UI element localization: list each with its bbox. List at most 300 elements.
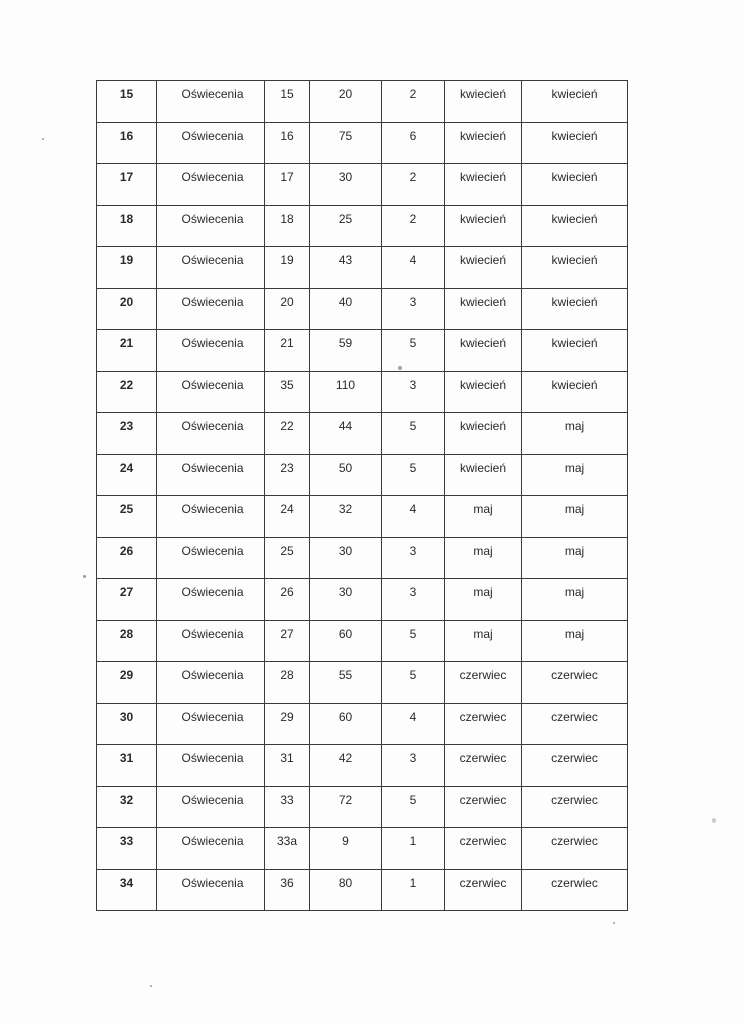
cell-count [310,164,382,206]
cell-col5 [382,288,445,330]
cell-month-2-text: czerwiec [551,751,598,765]
cell-lp [97,869,157,911]
cell-street [157,496,265,538]
cell-count [310,205,382,247]
cell-count [310,371,382,413]
cell-col5 [382,828,445,870]
cell-month-1-text: maj [473,585,493,599]
cell-building-number-text: 20 [280,294,294,309]
cell-month-2-text: kwiecień [551,377,598,392]
cell-building-number-text: 18 [280,211,294,226]
cell-month-1-text: czerwiec [459,668,507,682]
cell-month-2 [522,828,628,870]
cell-building-number-text: 23 [280,460,294,475]
cell-month-2-text: maj [564,543,585,558]
cell-col5 [382,247,445,289]
cell-count-text: 80 [338,875,353,890]
cell-col5 [382,869,445,911]
cell-col5-text: 3 [409,585,417,599]
cell-count [310,579,382,621]
cell-lp-text: 23 [119,419,134,433]
cell-month-2 [522,620,628,662]
cell-street [157,579,265,621]
cell-count [310,537,382,579]
cell-building-number-text: 27 [280,626,294,641]
cell-col5-text: 5 [409,668,417,682]
cell-count-text: 30 [338,585,353,599]
cell-street [157,288,265,330]
cell-month-2-text: kwiecień [551,170,598,184]
scan-speck [613,922,615,924]
cell-lp [97,371,157,413]
cell-col5 [382,662,445,704]
cell-col5 [382,703,445,745]
cell-col5-text: 3 [409,294,417,309]
cell-building-number [265,537,310,579]
cell-count-text: 72 [338,792,353,807]
cell-month-2 [522,330,628,372]
cell-month-1 [445,247,522,289]
cell-count [310,496,382,538]
cell-count-text: 30 [338,543,353,558]
cell-street-text: Oświecenia [181,170,244,184]
cell-building-number [265,371,310,413]
cell-building-number [265,288,310,330]
cell-col5 [382,81,445,123]
cell-building-number-text: 26 [280,585,294,599]
table-row [97,164,628,206]
cell-lp-text: 28 [119,626,134,641]
table-row [97,537,628,579]
cell-month-2 [522,703,628,745]
table-row [97,122,628,164]
cell-building-number [265,164,310,206]
cell-count-text: 110 [335,377,356,392]
cell-lp-text: 34 [119,875,134,890]
cell-street-text: Oświecenia [181,709,244,724]
cell-street-text: Oświecenia [181,792,244,807]
cell-month-1 [445,122,522,164]
cell-month-1-text: kwiecień [459,170,507,184]
cell-month-1-text: kwiecień [459,460,507,475]
cell-month-1 [445,164,522,206]
cell-month-2 [522,537,628,579]
cell-count-text: 9 [342,834,349,848]
cell-count-text: 60 [338,626,353,641]
cell-street-text: Oświecenia [181,211,244,226]
cell-count-text: 75 [338,128,353,143]
cell-count [310,828,382,870]
table-row [97,330,628,372]
cell-lp [97,122,157,164]
cell-col5-text: 2 [409,87,417,101]
cell-lp [97,330,157,372]
cell-street-text: Oświecenia [181,543,244,558]
cell-month-2 [522,81,628,123]
cell-building-number-text: 15 [280,87,294,101]
cell-building-number [265,620,310,662]
cell-col5-text: 2 [409,211,417,226]
cell-col5 [382,164,445,206]
cell-count-text: 55 [338,668,353,682]
cell-lp [97,247,157,289]
cell-building-number-text: 29 [280,709,294,724]
table-row [97,413,628,455]
cell-month-2 [522,579,628,621]
cell-month-1-text: kwiecień [459,419,507,433]
cell-building-number-text: 35 [280,377,294,392]
table-row [97,828,628,870]
cell-col5 [382,537,445,579]
cell-count [310,122,382,164]
table-row [97,620,628,662]
table-row [97,869,628,911]
table-row [97,288,628,330]
cell-building-number [265,745,310,787]
cell-month-1 [445,413,522,455]
cell-count-text: 25 [338,211,353,226]
cell-month-1-text: czerwiec [459,834,507,848]
cell-month-2-text: kwiecień [551,336,598,350]
cell-col5-text: 4 [409,502,417,516]
cell-building-number-text: 36 [280,875,294,890]
cell-street-text: Oświecenia [181,626,244,641]
table-row [97,579,628,621]
cell-col5 [382,496,445,538]
cell-month-1 [445,371,522,413]
cell-lp-text: 31 [119,751,134,765]
cell-count-text: 44 [338,419,353,433]
cell-col5 [382,205,445,247]
cell-count-text: 40 [338,294,353,309]
cell-lp-text: 27 [119,585,134,599]
scan-speck [712,818,716,823]
cell-building-number-text: 25 [280,543,294,558]
cell-street [157,703,265,745]
cell-street [157,828,265,870]
data-table [96,80,628,911]
cell-building-number [265,454,310,496]
cell-street-text: Oświecenia [181,419,244,433]
cell-month-2 [522,288,628,330]
cell-lp-text: 18 [119,211,134,226]
cell-col5 [382,330,445,372]
cell-street [157,786,265,828]
table-row [97,454,628,496]
cell-col5-text: 4 [409,709,417,724]
cell-street-text: Oświecenia [181,377,244,392]
cell-street [157,620,265,662]
cell-lp-text: 26 [119,543,134,558]
table-row [97,81,628,123]
cell-count-text: 20 [338,87,353,101]
cell-count [310,454,382,496]
cell-month-1-text: kwiecień [459,211,507,226]
cell-count [310,786,382,828]
cell-lp-text: 25 [119,502,134,516]
cell-col5 [382,122,445,164]
cell-month-2 [522,205,628,247]
cell-building-number-text: 16 [280,128,294,143]
cell-month-1 [445,81,522,123]
cell-street [157,537,265,579]
cell-month-1-text: czerwiec [459,792,507,807]
cell-col5 [382,786,445,828]
cell-count-text: 60 [338,709,353,724]
cell-street-text: Oświecenia [181,294,244,309]
cell-month-1 [445,786,522,828]
cell-col5 [382,454,445,496]
cell-col5-text: 5 [409,336,417,350]
cell-month-1-text: kwiecień [459,377,507,392]
cell-lp-text: 17 [119,170,134,184]
cell-month-2 [522,164,628,206]
cell-building-number-text: 33 [280,792,294,807]
cell-street [157,662,265,704]
cell-month-1 [445,496,522,538]
cell-col5 [382,413,445,455]
cell-month-1 [445,205,522,247]
cell-lp-text: 32 [119,792,134,807]
cell-month-2-text: czerwiec [551,709,598,724]
cell-month-2 [522,869,628,911]
cell-lp-text: 33 [119,834,134,848]
cell-street [157,164,265,206]
cell-month-2-text: maj [564,502,585,516]
cell-month-2-text: czerwiec [551,834,598,848]
cell-count-text: 30 [338,170,353,184]
cell-col5 [382,620,445,662]
cell-lp [97,537,157,579]
table-row [97,371,628,413]
cell-month-2 [522,662,628,704]
cell-building-number [265,828,310,870]
cell-street-text: Oświecenia [181,834,244,848]
cell-month-1 [445,330,522,372]
cell-col5-text: 5 [409,626,417,641]
cell-building-number [265,205,310,247]
cell-building-number [265,579,310,621]
cell-month-1 [445,579,522,621]
cell-street-text: Oświecenia [181,253,244,267]
cell-lp-text: 16 [119,128,134,143]
cell-lp [97,620,157,662]
cell-month-1 [445,745,522,787]
cell-month-2-text: czerwiec [551,668,598,682]
cell-lp [97,454,157,496]
cell-month-1-text: kwiecień [459,87,507,101]
cell-count [310,620,382,662]
cell-month-1-text: czerwiec [459,875,507,890]
cell-lp [97,413,157,455]
cell-col5 [382,579,445,621]
cell-street [157,81,265,123]
cell-lp [97,81,157,123]
cell-lp [97,496,157,538]
cell-month-2-text: kwiecień [551,128,598,143]
cell-building-number [265,703,310,745]
cell-month-1 [445,537,522,579]
table-row [97,745,628,787]
cell-month-2-text: kwiecień [551,211,598,226]
cell-street-text: Oświecenia [181,128,244,143]
cell-lp [97,205,157,247]
cell-col5-text: 1 [409,875,417,890]
cell-street-text: Oświecenia [181,668,244,682]
cell-month-1 [445,454,522,496]
cell-month-1 [445,288,522,330]
cell-building-number-text: 33a [276,834,298,848]
cell-count-text: 42 [338,751,353,765]
cell-month-2 [522,413,628,455]
cell-street-text: Oświecenia [181,460,244,475]
cell-month-1 [445,620,522,662]
cell-month-1 [445,703,522,745]
cell-building-number [265,496,310,538]
cell-building-number-text: 22 [280,419,294,433]
cell-building-number-text: 19 [280,253,294,267]
table-row [97,496,628,538]
cell-street [157,869,265,911]
cell-month-2-text: maj [564,460,585,475]
cell-month-2-text: kwiecień [551,294,598,309]
cell-street [157,205,265,247]
cell-street [157,247,265,289]
cell-count [310,330,382,372]
cell-street [157,454,265,496]
cell-lp [97,828,157,870]
cell-month-2 [522,745,628,787]
cell-lp [97,164,157,206]
cell-count [310,81,382,123]
table-body [97,81,628,911]
cell-col5-text: 5 [409,460,417,475]
cell-month-1-text: kwiecień [459,128,507,143]
cell-col5-text: 5 [409,419,417,433]
cell-col5-text: 3 [409,377,417,392]
cell-month-2 [522,454,628,496]
cell-col5-text: 1 [409,834,417,848]
cell-count [310,288,382,330]
cell-lp-text: 20 [119,294,134,309]
cell-count [310,745,382,787]
cell-building-number [265,786,310,828]
table-row [97,247,628,289]
cell-col5 [382,371,445,413]
cell-lp-text: 24 [119,460,134,475]
cell-building-number [265,413,310,455]
cell-street-text: Oświecenia [181,336,244,350]
table-row [97,205,628,247]
cell-month-2-text: maj [564,585,585,599]
cell-building-number-text: 24 [280,502,294,516]
cell-col5-text: 2 [409,170,417,184]
cell-lp-text: 21 [119,336,134,350]
cell-col5-text: 3 [409,751,417,765]
cell-street [157,330,265,372]
cell-month-2-text: maj [564,626,585,641]
cell-lp [97,288,157,330]
cell-building-number [265,122,310,164]
cell-count [310,703,382,745]
cell-lp-text: 29 [119,668,134,682]
cell-lp [97,745,157,787]
cell-count [310,662,382,704]
scan-speck [398,366,402,370]
cell-month-1-text: kwiecień [459,253,507,267]
cell-street-text: Oświecenia [181,875,244,890]
cell-month-2 [522,247,628,289]
cell-building-number [265,247,310,289]
cell-month-1 [445,828,522,870]
cell-month-2-text: czerwiec [551,875,598,890]
cell-count-text: 50 [338,460,353,475]
cell-building-number [265,81,310,123]
cell-count [310,869,382,911]
cell-count-text: 32 [338,502,353,516]
cell-lp [97,786,157,828]
table-row [97,786,628,828]
cell-building-number-text: 21 [280,336,294,350]
cell-col5-text: 3 [409,543,417,558]
cell-month-2-text: kwiecień [551,253,598,267]
cell-count [310,247,382,289]
cell-street [157,413,265,455]
cell-col5 [382,745,445,787]
cell-month-1-text: kwiecień [459,294,507,309]
cell-col5-text: 5 [409,792,417,807]
cell-count-text: 59 [338,336,353,350]
cell-lp [97,662,157,704]
cell-lp-text: 19 [119,253,134,267]
cell-lp-text: 22 [119,377,134,392]
cell-month-2-text: maj [564,419,585,433]
cell-month-2-text: czerwiec [551,792,598,807]
cell-building-number-text: 31 [280,751,294,765]
cell-count [310,413,382,455]
cell-street-text: Oświecenia [181,585,244,599]
cell-building-number [265,662,310,704]
cell-building-number [265,869,310,911]
cell-month-1-text: maj [473,502,493,516]
cell-street-text: Oświecenia [181,751,244,765]
cell-street-text: Oświecenia [181,502,244,516]
cell-month-2 [522,371,628,413]
cell-month-1-text: kwiecień [459,336,507,350]
cell-month-1 [445,869,522,911]
table-row [97,703,628,745]
cell-count-text: 43 [338,253,353,267]
cell-month-1-text: czerwiec [459,709,507,724]
cell-lp [97,579,157,621]
cell-col5-text: 4 [409,253,417,267]
table-row [97,662,628,704]
cell-month-2-text: kwiecień [551,87,598,101]
cell-col5-text: 6 [409,128,417,143]
cell-month-2 [522,122,628,164]
cell-month-1-text: czerwiec [459,751,507,765]
cell-lp [97,703,157,745]
cell-lp-text: 15 [119,87,134,101]
scan-speck [42,138,44,140]
cell-month-1-text: maj [473,626,493,641]
cell-building-number-text: 17 [280,170,294,184]
cell-month-2 [522,496,628,538]
scan-speck [150,985,152,987]
cell-lp-text: 30 [119,709,134,724]
scan-speck [83,575,86,578]
cell-street [157,122,265,164]
